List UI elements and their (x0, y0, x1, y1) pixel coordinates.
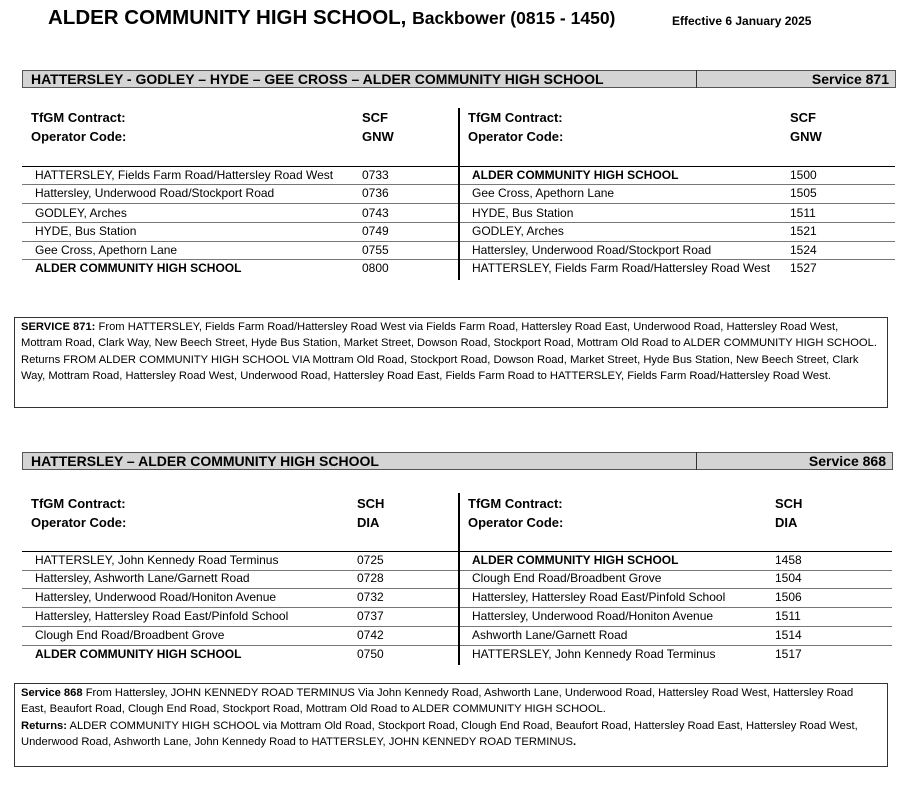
stop-name: Clough End Road/Broadbent Grove (472, 571, 662, 585)
contract-label-morning-868: TfGM Contract: (31, 496, 126, 511)
stop-time: 1517 (775, 647, 802, 661)
operator-code-morning-868: DIA (357, 515, 380, 530)
stop-time: 1524 (790, 243, 817, 257)
contract-label-afternoon-871: TfGM Contract: (468, 110, 563, 125)
stop-time: 1511 (775, 609, 801, 623)
description-text-868: From Hattersley, JOHN KENNEDY ROAD TERMINUS Via John Kennedy Road, Ashworth Lane, Underwood Road, Hattersley Road West, Hattersley Road East, Beaufort Road, Clough End Road, Stockport Road, Mottram Old Road to ALDER COMMUNITY HIGH SCHOOL. (21, 687, 854, 716)
service-number-871: Service 871 (811, 71, 889, 87)
effective-date: Effective 6 January 2025 (672, 14, 812, 28)
stop-name: Hattersley, Ashworth Lane/Garnett Road (35, 571, 250, 585)
stop-time: 0725 (357, 553, 384, 567)
stop-time: 0728 (357, 571, 384, 585)
row-divider (460, 222, 895, 223)
stop-time: 0733 (362, 168, 389, 182)
stop-time: 1527 (790, 261, 817, 275)
returns-end-868: . (572, 736, 577, 749)
stop-name: Clough End Road/Broadbent Grove (35, 628, 225, 642)
contract-code-morning-871: SCF (362, 110, 388, 125)
stop-name: ALDER COMMUNITY HIGH SCHOOL (35, 647, 242, 661)
stop-name: Gee Cross, Apethorn Lane (35, 243, 178, 257)
stop-name: Hattersley, Underwood Road/Stockport Road (35, 186, 275, 200)
stop-time: 1521 (790, 224, 817, 238)
stop-time: 1506 (775, 590, 802, 604)
contract-code-morning-868: SCH (357, 496, 385, 511)
stop-name: Hattersley, Underwood Road/Stockport Road (472, 243, 712, 257)
stop-time: 1500 (790, 168, 817, 182)
operator-code-afternoon-871: GNW (790, 129, 822, 144)
row-divider (460, 259, 895, 260)
route-description-871 (14, 317, 888, 408)
contract-label-afternoon-868: TfGM Contract: (468, 496, 563, 511)
stop-name: HATTERSLEY, Fields Farm Road/Hattersley Road West (35, 168, 334, 182)
operator-label-afternoon-871: Operator Code: (468, 129, 564, 144)
stop-name: HYDE, Bus Station (472, 206, 574, 220)
stop-time: 1511 (790, 206, 816, 220)
row-divider (460, 607, 892, 608)
row-divider (22, 259, 458, 260)
stop-name: HATTERSLEY, John Kennedy Road Terminus (472, 647, 716, 661)
contract-code-afternoon-868: SCH (775, 496, 803, 511)
stop-name: Hattersley, Hattersley Road East/Pinfold School (35, 609, 289, 623)
stop-time: 0737 (357, 609, 384, 623)
stop-name: Ashworth Lane/Garnett Road (472, 628, 628, 642)
row-divider (460, 588, 892, 589)
stop-time: 0736 (362, 186, 389, 200)
returns-text-868: ALDER COMMUNITY HIGH SCHOOL via Mottram Old Road, Stockport Road, Clough End Road, Beaufort Road, Hattersley Road East, Hattersley Road West, Underwood Road, Ashworth Lane, John Kennedy Road to HATTERSLEY, JOHN KENNEDY ROAD TERMINUS (21, 719, 858, 749)
row-divider (22, 184, 458, 185)
route-name-868: HATTERSLEY – ALDER COMMUNITY HIGH SCHOOL (31, 453, 379, 469)
page-title (48, 6, 615, 30)
stop-name: Hattersley, Underwood Road/Honiton Avenue (35, 590, 277, 604)
column-divider-868 (458, 493, 460, 665)
school-location: Backbower (0815 - 1450) (412, 8, 616, 28)
row-divider (22, 645, 458, 646)
stop-time: 1458 (775, 553, 802, 567)
stop-name: GODLEY, Arches (35, 206, 127, 220)
column-divider-871 (458, 108, 460, 280)
table-top-rule-afternoon-868 (460, 551, 892, 552)
row-divider (460, 184, 895, 185)
school-name: ALDER COMMUNITY HIGH SCHOOL, (48, 6, 407, 29)
stop-time: 0743 (362, 206, 389, 220)
stop-time: 0749 (362, 224, 389, 238)
row-divider (460, 241, 895, 242)
route-name-871: HATTERSLEY - GODLEY – HYDE – GEE CROSS – ALDER COMMUNITY HIGH SCHOOL (31, 71, 604, 87)
stop-name: Hattersley, Underwood Road/Honiton Avenue (472, 609, 714, 623)
row-divider (460, 203, 895, 204)
route-header-868 (22, 452, 893, 470)
row-divider (22, 241, 458, 242)
stop-time: 1504 (775, 571, 802, 585)
route-header-871 (22, 70, 896, 88)
row-divider (460, 626, 892, 627)
stop-name: Gee Cross, Apethorn Lane (472, 186, 615, 200)
route-description-868 (14, 683, 888, 767)
contract-label-morning-871: TfGM Contract: (31, 110, 126, 125)
stop-time: 0800 (362, 261, 389, 275)
stop-name: Hattersley, Hattersley Road East/Pinfold School (472, 590, 726, 604)
description-label-868: Service 868 (21, 687, 83, 699)
header-divider (696, 70, 697, 88)
row-divider (460, 645, 892, 646)
stop-time: 0742 (357, 628, 384, 642)
stop-name: GODLEY, Arches (472, 224, 564, 238)
stop-name: ALDER COMMUNITY HIGH SCHOOL (35, 261, 242, 275)
row-divider (22, 203, 458, 204)
stop-name: HATTERSLEY, John Kennedy Road Terminus (35, 553, 279, 567)
table-top-rule-morning-868 (22, 551, 458, 552)
row-divider (22, 626, 458, 627)
description-text-871: From HATTERSLEY, Fields Farm Road/Hattersley Road West via Fields Farm Road, Hattersley Road East, Underwood Road, Hattersley Road West, Mottram Road, Clark Way, New Beech Street, Hyde Bus Station, Market Street, Dowson Road, Stockport Road, Mottram Old Road to ALDER COMMUNITY HIGH SCHOOL. Returns FROM ALDER COMMUNITY HIGH SCHOOL VIA Mottram Old Road, Stockport Road, Dowson Road, Market Street, Hyde Bus Station, New Beech Street, Clark Way, Mottram Road, Hattersley Road West, Underwood Road, Hattersley Road East, Fields Farm Road to HATTERSLEY, Fields Farm Road/Hattersley Road West. (21, 321, 877, 383)
contract-code-afternoon-871: SCF (790, 110, 816, 125)
header-divider (696, 452, 697, 470)
stop-time: 0732 (357, 590, 384, 604)
service-number-868: Service 868 (808, 453, 886, 469)
stop-name: ALDER COMMUNITY HIGH SCHOOL (472, 168, 679, 182)
returns-label-868: Returns: (21, 719, 67, 732)
operator-label-afternoon-868: Operator Code: (468, 515, 564, 530)
stop-time: 1514 (775, 628, 802, 642)
stop-name: HATTERSLEY, Fields Farm Road/Hattersley Road West (472, 261, 771, 275)
stop-name: ALDER COMMUNITY HIGH SCHOOL (472, 553, 679, 567)
description-label-871: SERVICE 871: (21, 321, 96, 333)
operator-label-morning-868: Operator Code: (31, 515, 127, 530)
stop-time: 1505 (790, 186, 817, 200)
operator-code-afternoon-868: DIA (775, 515, 798, 530)
table-top-rule-afternoon-871 (460, 166, 895, 167)
row-divider (22, 607, 458, 608)
operator-label-morning-871: Operator Code: (31, 129, 127, 144)
operator-code-morning-871: GNW (362, 129, 394, 144)
stop-name: HYDE, Bus Station (35, 224, 137, 238)
row-divider (22, 588, 458, 589)
stop-time: 0755 (362, 243, 389, 257)
table-top-rule-morning-871 (22, 166, 458, 167)
row-divider (22, 222, 458, 223)
stop-time: 0750 (357, 647, 384, 661)
